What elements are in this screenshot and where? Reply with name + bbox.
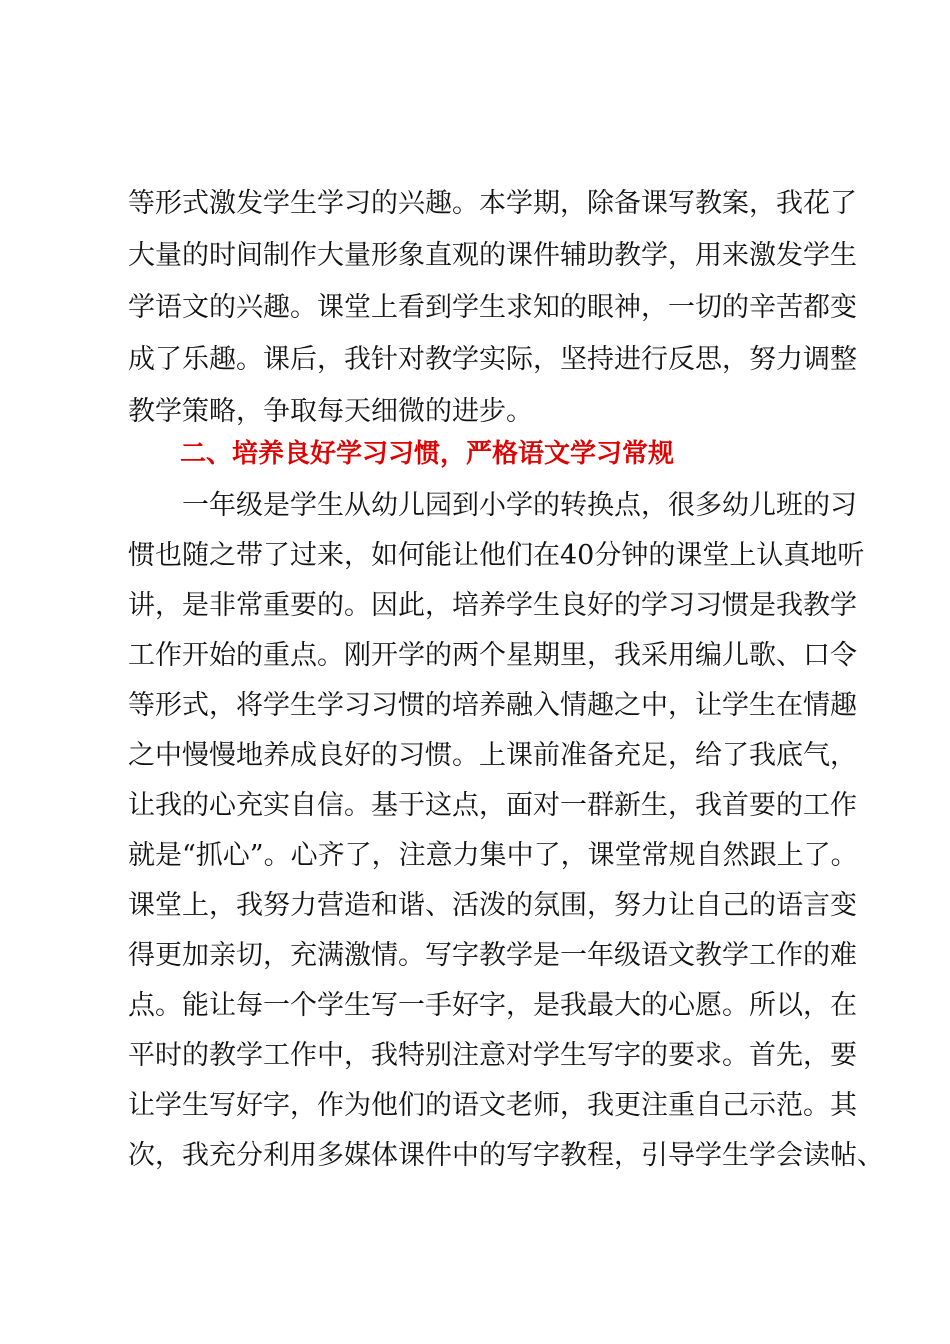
text-line: 之中慢慢地养成良好的习惯。上课前准备充足，给了我底气， — [128, 740, 857, 771]
text-line: 就是“抓心”。心齐了，注意力集中了，课堂常规自然跟上了。 — [128, 840, 858, 871]
text-line: 学语文的兴趣。课堂上看到学生求知的眼神，一切的辛苦都变 — [128, 292, 857, 323]
text-line: 平时的教学工作中，我特别注意对学生写字的要求。首先，要 — [128, 1040, 857, 1071]
text-line: 等形式，将学生学习习惯的培养融入情趣之中，让学生在情趣 — [128, 690, 857, 721]
text-line: 课堂上，我努力营造和谐、活泼的氛围，努力让自己的语言变 — [128, 890, 857, 921]
text-line: 惯也随之带了过来，如何能让他们在40分钟的课堂上认真地听 — [128, 540, 865, 571]
text-line: 成了乐趣。课后，我针对教学实际，坚持进行反思，努力调整 — [128, 344, 857, 375]
text-line: 一年级是学生从幼儿园到小学的转换点，很多幼儿班的习 — [182, 490, 857, 521]
text-line: 次，我充分利用多媒体课件中的写字教程，引导学生学会读帖、 — [128, 1140, 884, 1171]
text-line: 得更加亲切，充满激情。写字教学是一年级语文教学工作的难 — [128, 940, 857, 971]
text-line: 大量的时间制作大量形象直观的课件辅助教学，用来激发学生 — [128, 240, 857, 271]
text-line: 教学策略，争取每天细微的进步。 — [128, 396, 533, 427]
text-line: 点。能让每一个学生写一手好字，是我最大的心愿。所以，在 — [128, 990, 857, 1021]
text-line: 让我的心充实自信。基于这点，面对一群新生，我首要的工作 — [128, 790, 857, 821]
text-line: 等形式激发学生学习的兴趣。本学期，除备课写教案，我花了 — [128, 188, 857, 219]
section-heading: 二、培养良好学习习惯，严格语文学习常规 — [180, 439, 675, 469]
text-line: 工作开始的重点。刚开学的两个星期里，我采用编儿歌、口令 — [128, 640, 857, 671]
text-line: 讲，是非常重要的。因此，培养学生良好的学习习惯是我教学 — [128, 590, 857, 621]
text-line: 让学生写好字，作为他们的语文老师，我更注重自己示范。其 — [128, 1090, 857, 1121]
